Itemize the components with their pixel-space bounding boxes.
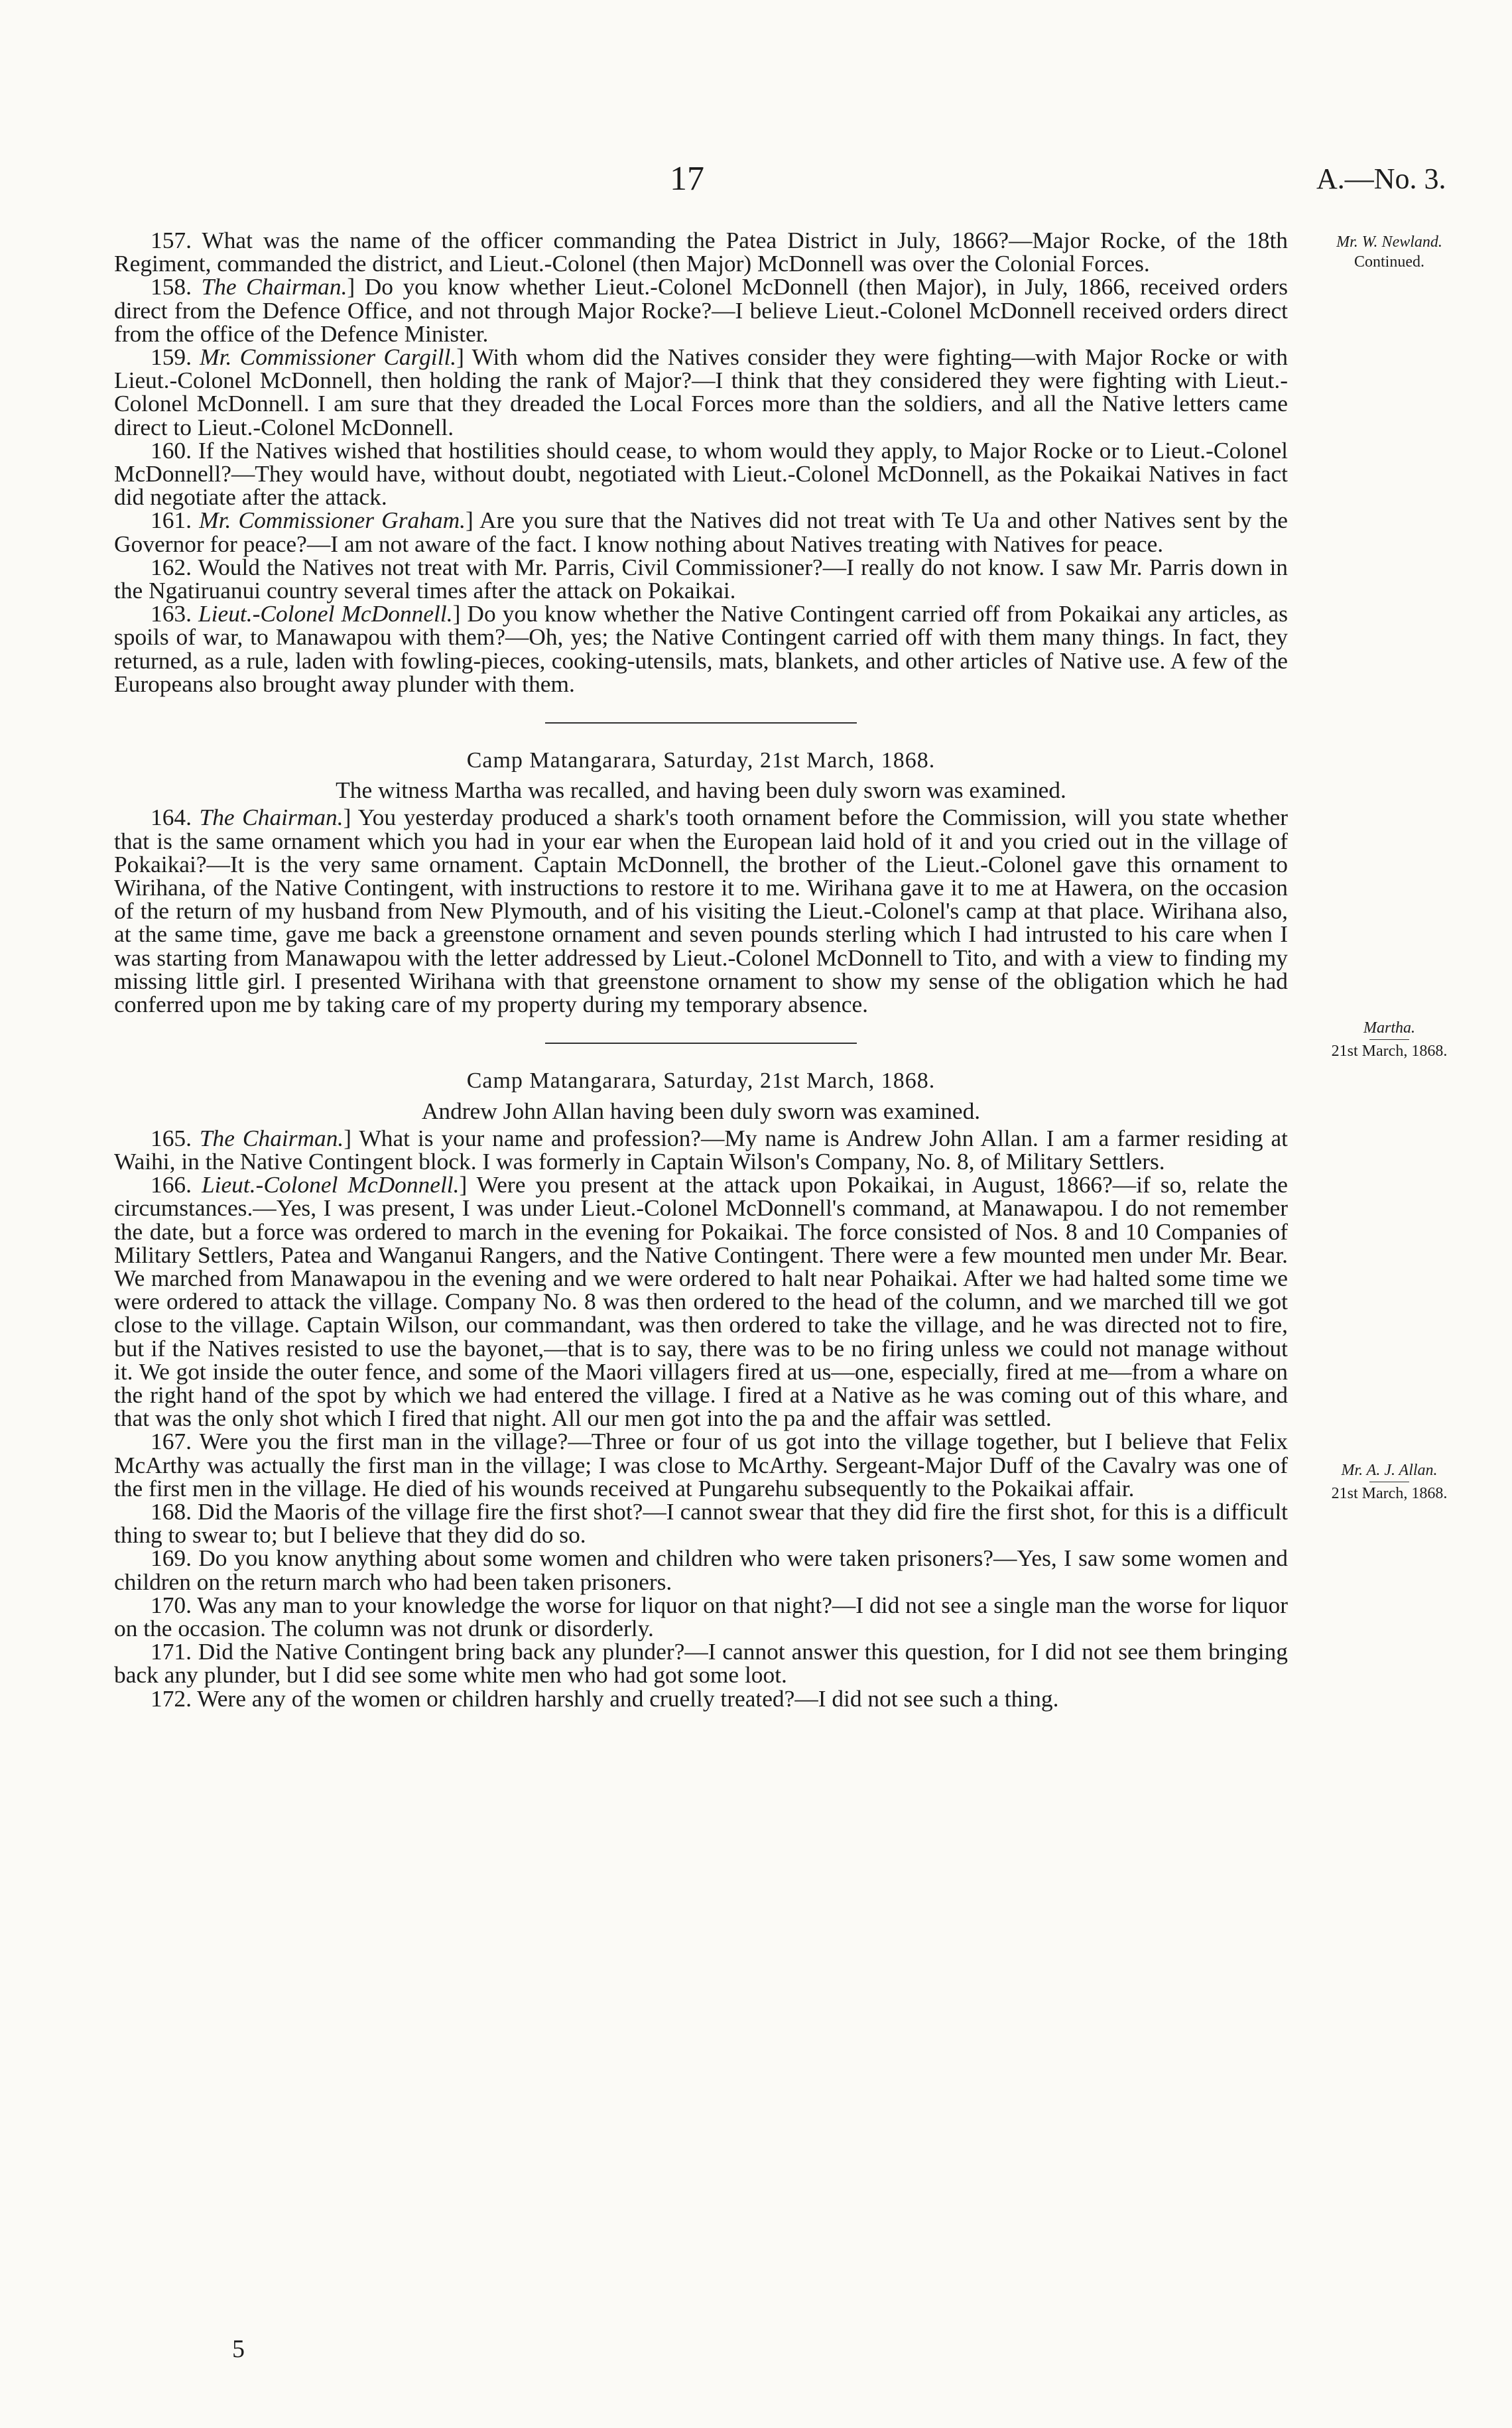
margin-divider xyxy=(1369,1039,1409,1040)
question-162: 162. Would the Natives not treat with Mr. Parris, Civil Commissioner?—I really do not know. I saw Mr. Parris down in the Ngatiruanui country several times after the attack on Pokaikai. xyxy=(114,553,1288,604)
question-161: 161. Mr. Commissioner Graham.] Are you sure that the Natives did not treat with Te Ua and other Natives sent by the Governor for peace?—I am not aware of the fact. I know nothing about Natives treating with Natives for peace. xyxy=(114,507,1288,557)
question-172: 172. Were any of the women or children harshly and cruelly treated?—I did not see such a thing. xyxy=(151,1685,1059,1712)
question-165: 165. The Chairman.] What is your name and profession?—My name is Andrew John Allan. I am a farmer residing at Waihi, in the Native Contingent block. I was formerly in Captain Wilson's Company, No. 8, of Military Settlers. xyxy=(114,1124,1289,1175)
question-168: 168. Did the Maoris of the village fire the first shot?—I cannot swear that they did fire the first shot, for this is a difficult thing to swear to; but I believe that they did do so. xyxy=(114,1498,1288,1549)
question-167: 167. Were you the first man in the village?—Three or four of us got into the village together, but I believe that Felix McArthy was actually the first man in the village; I was close to McArthy. Sergeant-Major Duff of the Cavalry was one of the first men in the village. He died of his wounds received at Pungarehu subsequently to the Pokaikai affair. xyxy=(114,1428,1288,1502)
margin-note-allan xyxy=(1300,1460,1479,1503)
question-170: 170. Was any man to your knowledge the worse for liquor on that night?—I did not see a single man the worse for liquor on the occasion. The column was not drunk or disorderly. xyxy=(114,1591,1288,1641)
margin-date: 21st March, 1868. xyxy=(1331,1043,1448,1060)
question-160: 160. If the Natives wished that hostilities should cease, to whom would they apply, to Major Rocke or to Lieut.-Colonel McDonnell?—They would have, without doubt, negotiated with Lieut.-Colonel McDonnell, as the Pokaikai Natives in fact did negotiate after the attack. xyxy=(114,436,1288,511)
margin-note-martha xyxy=(1300,1018,1479,1061)
question-159: 159. Mr. Commissioner Cargill.] With whom did the Natives consider they were fighting—with Major Rocke or with Lieut.-Colonel McDonnell, then holding the rank of Major?—I think that they considered they were fighting with Lieut.-Colonel McDonnell. I am sure that they dreaded the Local Forces more than the soldiers, and all the Native letters came direct to Lieut.-Colonel McDonnell. xyxy=(114,344,1288,440)
signature-mark: 5 xyxy=(232,2335,245,2363)
section-subheading: The witness Martha was recalled, and having been duly sworn was examined. xyxy=(336,777,1066,804)
section-heading: Camp Matangarara, Saturday, 21st March, 1868. xyxy=(466,748,936,773)
question-169: 169. Do you know anything about some women and children who were taken prisoners?—Yes, I saw some women and children on the return march who had been taken prisoners. xyxy=(114,1545,1288,1595)
speaker: Mr. Commissioner Graham. xyxy=(199,507,466,534)
speaker: The Chairman. xyxy=(199,804,344,831)
main-text xyxy=(114,229,1288,1710)
question-157: 157. What was the name of the officer commanding the Patea District in July, 1866?—Major Rocke, of the 18th Regiment, commanded the district, and Lieut.-Colonel (then Major) McDonnell was over the Colonial Forces. xyxy=(114,227,1288,277)
margin-continued: Continued. xyxy=(1354,253,1424,271)
speaker: The Chairman. xyxy=(199,1124,344,1151)
question-164: 164. The Chairman.] You yesterday produced a shark's tooth ornament before the Commission, will you state whether that is the same ornament which you had in your ear when the European laid hold of it and you cried out in the village of Pokaikai?—It is the very same ornament. Captain McDonnell, the brother of the Lieut.-Colonel gave this ornament to Wirihana, of the Native Contingent, with instructions to restore it to me. Wirihana gave it to me at Hawera, on the occasion of the return of my husband from New Plymouth, and of his visiting the Lieut.-Colonel's camp at that place. Wirihana also, at the same time, gave me back a greenstone ornament and seven pounds sterling which I had intrusted to his care when I was starting from Manawapou with the letter addressed by Lieut.-Colonel McDonnell to Tito, and with a view to finding my missing little girl. I presented Wirihana with that greenstone ornament to show my sense of the obligation which he had conferred upon me by taking care of my property during my temporary absence. xyxy=(114,804,1289,1018)
section-divider xyxy=(545,722,857,724)
margin-note-newland xyxy=(1300,232,1479,272)
question-163: 163. Lieut.-Colonel McDonnell.] Do you know whether the Native Contingent carried off from Pokaikai any articles, as spoils of war, to Manawapou with them?—Oh, yes; the Native Contingent carried off with them many things. In fact, they returned, as a rule, laden with fowling-pieces, cooking-utensils, mats, blankets, and other articles of Native use. A few of the Europeans also brought away plunder with them. xyxy=(114,600,1289,697)
speaker: Lieut.-Colonel McDonnell. xyxy=(201,1171,460,1198)
speaker: Mr. Commissioner Cargill. xyxy=(200,344,457,371)
speaker: The Chairman. xyxy=(201,273,347,300)
section-heading: Camp Matangarara, Saturday, 21st March, 1868. xyxy=(466,1068,936,1094)
section-divider xyxy=(545,1043,857,1044)
margin-witness-name: Mr. W. Newland. xyxy=(1336,233,1442,251)
question-166: 166. Lieut.-Colonel McDonnell.] Were you present at the attack upon Pokaikai, in August, 1866?—if so, relate the circumstances.—Yes, I was present, I was under Lieut.-Colonel McDonnell's command, at Manawapou. I do not remember the date, but a force was ordered to march in the evening for Pokaikai. The force consisted of Nos. 8 and 10 Companies of Military Settlers, Patea and Wanganui Rangers, and the Native Contingent. There were a few mounted men under Mr. Bear. We marched from Manawapou in the evening and we were ordered to halt near Pohaikai. After we had halted some time we were ordered to attack the village. Company No. 8 was then ordered to the head of the column, and we marched till we got close to the village. Captain Wilson, our commandant, was then ordered to take the village, and he was directed not to fire, but if the Natives resisted to use the bayonet,—that is to say, there was to be no firing unless we could not manage without it. We got inside the outer fence, and some of the Maori villagers fired at us—one, especially, fired at me—from a whare on the right hand of the spot by which we had entered the village. I fired at a Native as he was coming out of this whare, and that was the only shot which I fired that night. All our men got into the pa and the affair was settled. xyxy=(114,1171,1288,1432)
margin-date: 21st March, 1868. xyxy=(1331,1485,1448,1502)
question-158: 158. The Chairman.] Do you know whether Lieut.-Colonel McDonnell (then Major), in July, 1866, received orders direct from the Defence Office, and not through Major Rocke?—I believe Lieut.-Colonel McDonnell received orders direct from the office of the Defence Minister. xyxy=(114,273,1289,347)
section-subheading: Andrew John Allan having been duly sworn was examined. xyxy=(421,1097,981,1124)
document-reference: A.—No. 3. xyxy=(1316,162,1446,195)
margin-witness-name: Martha. xyxy=(1363,1019,1415,1037)
page-number: 17 xyxy=(670,160,704,198)
margin-witness-name: Mr. A. J. Allan. xyxy=(1341,1462,1438,1479)
speaker: Lieut.-Colonel McDonnell. xyxy=(198,600,453,627)
question-171: 171. Did the Native Contingent bring back any plunder?—I cannot answer this question, for I did not see them bringing back any plunder, but I did see some white men who had got some loot. xyxy=(114,1638,1288,1689)
